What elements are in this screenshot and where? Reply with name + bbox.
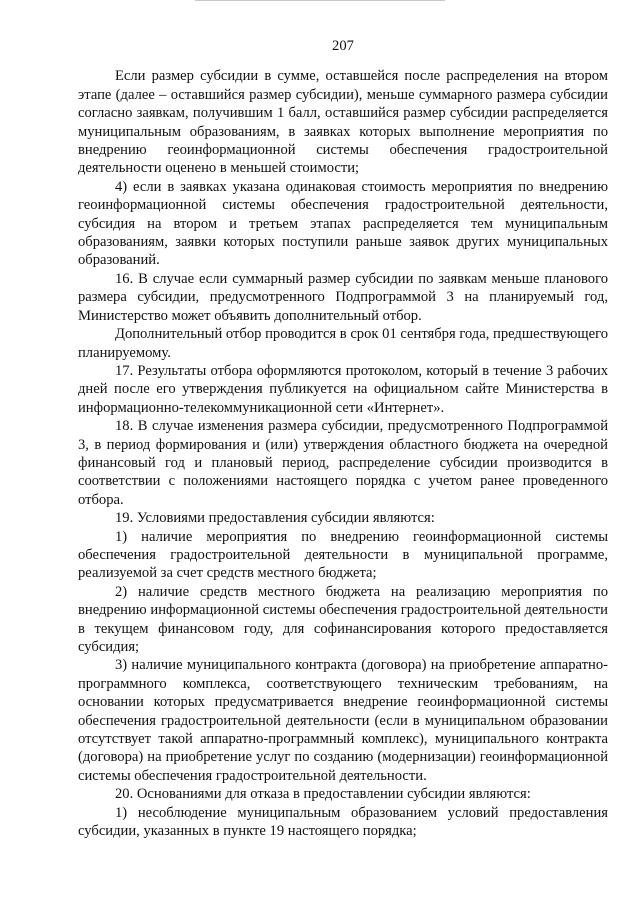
page-number: 207	[332, 38, 354, 54]
paragraph-clause-16: 16. В случае если суммарный размер субсидии по заявкам меньше планового размера субсидии, предусмотренного Подпрограммой 3 на планируемый год, Министерство может объявить дополнительный отбор.	[78, 270, 608, 324]
paragraph-clause-18: 18. В случае изменения размера субсидии, предусмотренного Подпрограммой 3, в период формирования и (или) утверждения областного бюджета на очередной финансовый год и плановый период, распределение субсидии производится в соответствии с положениями настоящего порядка с учетом ранее проведенного отбора.	[78, 418, 608, 508]
paragraph-item-4: 4) если в заявках указана одинаковая стоимость мероприятия по внедрению геоинформационной системы обеспечения градостроительной деятельности, субсидия на втором и третьем этапах распределяется тем муниципальным образованиям, заявки которых поступили раньше заявок других муниципальных образований.	[78, 178, 608, 269]
top-rule	[195, 0, 445, 1]
paragraph-clause-20: 20. Основаниями для отказа в предоставлении субсидии являются:	[115, 786, 531, 803]
document-page	[78, 37, 608, 840]
paragraph-additional-selection: Дополнительный отбор проводится в срок 01 сентября года, предшествующего планируемому.	[78, 326, 608, 361]
paragraph-remaining-subsidy: Если размер субсидии в сумме, оставшейся после распределения на втором этапе (далее – оставшийся размер субсидии), меньше суммарного размера субсидии согласно заявкам, получившим 1 балл, оставшийся размер субсидии распределяется муниципальным образованиям, в заявках которых выполнение мероприятия по внедрению геоинформационной системы обеспечения градостроительной деятельности оценено в меньшей стоимости;	[78, 68, 608, 177]
paragraph-clause-17: 17. Результаты отбора оформляются протоколом, который в течение 3 рабочих дней после его утверждения публикуется на официальном сайте Министерства в информационно-телекоммуникационной сети «Интернет».	[78, 362, 608, 416]
paragraph-clause-19: 19. Условиями предоставления субсидии являются:	[115, 510, 435, 527]
paragraph-condition-3: 3) наличие муниципального контракта (договора) на приобретение аппаратно-программного комплекса, соответствующего техническим требованиям, на основании которых предусматривается внедрение геоинформационной системы обеспечения градостроительной деятельности (если в муниципальном образовании отсутствует такой аппаратно-программный комплекс), муниципального контракта (договора) на приобретение услуг по созданию (модернизации) геоинформационной системы обеспечения градостроительной деятельности.	[78, 657, 608, 784]
paragraph-refusal-1: 1) несоблюдение муниципальным образованием условий предоставления субсидии, указанных в пункте 19 настоящего порядка;	[78, 804, 608, 840]
paragraph-condition-1: 1) наличие мероприятия по внедрению геоинформационной системы обеспечения градостроительной деятельности в муниципальной программе, реализуемой за счет средств местного бюджета;	[78, 528, 608, 582]
paragraph-condition-2: 2) наличие средств местного бюджета на реализацию мероприятия по внедрению информационной системы обеспечения градостроительной деятельности в текущем финансовом году, для софинансирования которого предоставляется субсидия;	[78, 583, 608, 655]
